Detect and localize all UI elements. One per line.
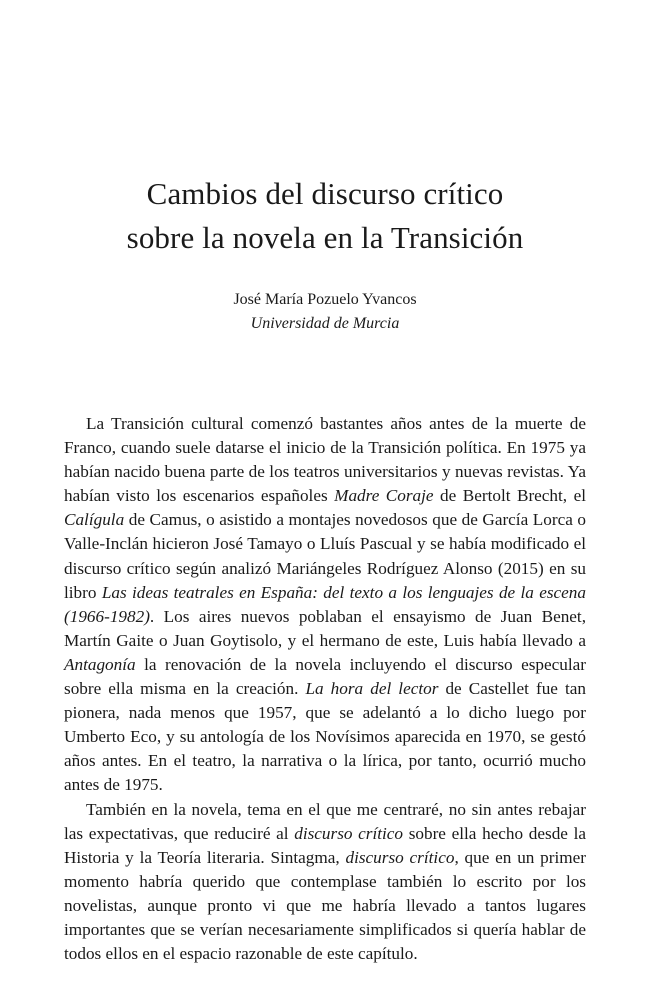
chapter-body — [64, 412, 586, 966]
author-affiliation: Universidad de Murcia — [250, 315, 400, 332]
paragraph-2-text: También en la novela, tema en el que me centraré, no sin antes rebajar las expectativas, que reduciré al — [64, 799, 586, 843]
work-title-hora-del-lector: La hora del lector — [305, 679, 439, 699]
author-name: José María Pozuelo Yvancos — [233, 291, 417, 308]
paragraph-1-text: la renovación de la novela incluyendo el discurso especular sobre ella misma en la creación. — [64, 654, 586, 699]
chapter-title-line-1: Cambios del discurso crítico — [146, 176, 504, 211]
term-discurso-critico: discurso crítico — [345, 847, 455, 867]
paragraph-1-text: . Los aires nuevos poblaban el ensayismo de Juan Benet, Martín Gaite o Juan Goytisolo, y el hermano de este, Luis había llevado a — [64, 606, 586, 650]
paragraph-2-text: , que en un primer momento habría querido que contemplase también lo escrito por los novelistas, aunque pronto vi que me habría llevado a tantos lugares importantes que se verían necesariamente simplificados si quería hablar de todos ellos en el espacio razonable de este capítulo. — [64, 847, 586, 964]
paragraph-1-text: de Camus, o asistido a montajes novedosos que de García Lorca o Valle-Inclán hicieron José Tamayo o Lluís Pascual y se había modificado el discurso crítico según analizó Mariángeles Rodríguez Alonso (2015) en su libro — [64, 510, 586, 602]
paragraph-2 — [64, 798, 586, 967]
paragraph-1-text: La Transición cultural comenzó bastantes años antes de la muerte de Franco, cuando suele datarse el inicio de la Transición política. En 1975 ya habían nacido buena parte de los teatros universitarios y nuevas revistas. Ya habían visto los escenarios españoles — [64, 414, 586, 506]
paragraph-1-text: de Castellet fue tan pionera, nada menos que 1957, que se adelantó a lo dicho luego por Umberto Eco, y su antología de los Novísimos aparecida en 1970, se gestó años antes. En el teatro, la narrativa o la lírica, por tanto, ocurrió mucho antes de 1975. — [64, 679, 586, 795]
work-title-antagonia: Antagonía — [64, 654, 136, 674]
chapter-title-line-2: sobre la novela en la Transición — [126, 220, 524, 255]
author-block — [0, 288, 650, 336]
paragraph-2-text: sobre ella hecho desde la Historia y la Teoría literaria. Sintagma, — [64, 823, 586, 867]
work-title-ideas-teatrales: Las ideas teatrales en España: del texto a los lenguajes de la escena (1966-1982) — [64, 582, 586, 626]
paragraph-1 — [64, 412, 586, 798]
term-discurso-critico: discurso crítico — [294, 823, 404, 843]
work-title-caligula: Calígula — [64, 510, 125, 530]
chapter-title — [0, 172, 650, 260]
work-title-madre-coraje: Madre Coraje — [334, 486, 434, 506]
paragraph-1-text: de Bertolt Brecht, el — [433, 486, 586, 506]
